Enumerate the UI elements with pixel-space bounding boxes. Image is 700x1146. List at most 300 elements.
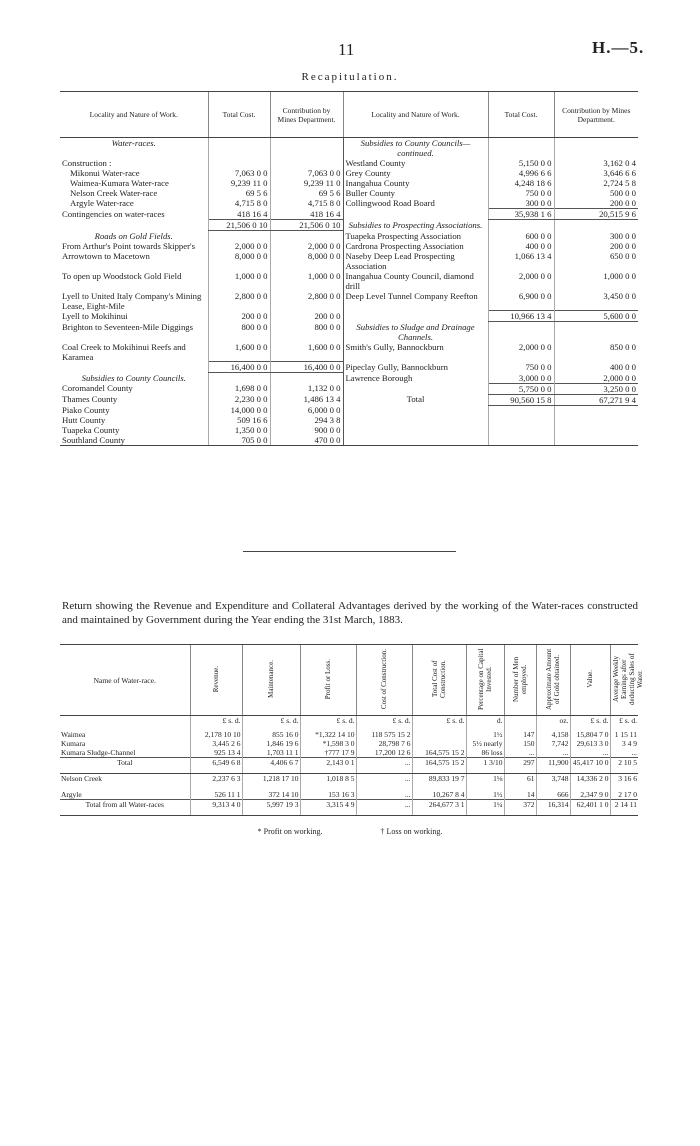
table-row bbox=[60, 188, 638, 198]
value-cell: 4,406 6 7 bbox=[242, 758, 300, 774]
value-cell: 16,314 bbox=[536, 799, 570, 815]
value-cell: 17,200 12 6 bbox=[356, 748, 412, 758]
water-race-name: Waimea bbox=[61, 730, 86, 739]
value-cell: ... bbox=[356, 799, 412, 815]
total-cost-cell: 2,000 0 0 bbox=[488, 342, 554, 362]
footnote-loss: † Loss on working. bbox=[380, 827, 443, 836]
water-race-name: Nelson Creek bbox=[61, 774, 103, 783]
row-label: Inangahua County bbox=[343, 178, 488, 188]
column-header-label: Number of Men employed. bbox=[512, 656, 528, 702]
water-race-name: Total from all Water-races bbox=[60, 799, 190, 815]
section-heading: Subsidies to Prospecting Associations. bbox=[343, 220, 488, 231]
total-cost-cell bbox=[208, 138, 270, 159]
value-cell: 9,313 4 0 bbox=[190, 799, 242, 815]
column-header bbox=[504, 645, 536, 716]
value-cell: 1 15 11 bbox=[610, 730, 638, 739]
contribution-cell: 67,271 9 4 bbox=[554, 394, 638, 405]
value-cell bbox=[412, 730, 466, 739]
value-cell: 15,804 7 0 bbox=[570, 730, 610, 739]
total-cost-cell: 21,506 0 10 bbox=[208, 220, 270, 231]
row-label: Arrowtown to Macetown bbox=[62, 250, 150, 261]
value-cell: 264,677 3 1 bbox=[412, 799, 466, 815]
contribution-cell bbox=[554, 435, 638, 446]
row-label: To open up Woodstock Gold Field bbox=[62, 270, 182, 281]
water-race-name: Kumara bbox=[61, 739, 86, 748]
contribution-cell: 200 0 0 bbox=[270, 311, 343, 322]
row-label bbox=[343, 311, 488, 322]
total-cost-cell bbox=[488, 138, 554, 159]
value-cell: 29,613 3 0 bbox=[570, 739, 610, 748]
total-cost-cell: 90,560 15 8 bbox=[488, 394, 554, 405]
row-label: Pipeclay Gully, Bannockburn bbox=[343, 362, 488, 373]
table-row bbox=[60, 394, 638, 405]
unit-cell: £ s. d. bbox=[412, 716, 466, 731]
contribution-cell: 2,000 0 0 bbox=[270, 241, 343, 251]
total-cost-cell: 705 0 0 bbox=[208, 435, 270, 446]
contribution-cell: 1,000 0 0 bbox=[270, 271, 343, 291]
value-cell: 1,846 19 6 bbox=[242, 739, 300, 748]
total-cost-cell: 1,698 0 0 bbox=[208, 383, 270, 394]
column-header-label: Total Cost of Construction. bbox=[431, 660, 447, 698]
table-row bbox=[60, 168, 638, 178]
value-cell: 61 bbox=[504, 774, 536, 790]
contribution-cell: 900 0 0 bbox=[270, 425, 343, 435]
col-total-cost-2: Total Cost. bbox=[488, 92, 554, 138]
total-cost-cell: 2,230 0 0 bbox=[208, 394, 270, 405]
footnote-profit: * Profit on working. bbox=[257, 827, 323, 836]
total-cost-cell bbox=[488, 415, 554, 425]
row-label bbox=[343, 383, 488, 394]
value-cell: 86 loss bbox=[466, 748, 504, 758]
value-cell: 1¼ bbox=[466, 799, 504, 815]
value-cell: 297 bbox=[504, 758, 536, 774]
value-cell: 10,267 8 4 bbox=[412, 790, 466, 800]
table-row bbox=[60, 271, 638, 291]
col-locality: Locality and Nature of Work. bbox=[60, 92, 208, 138]
water-race-body bbox=[60, 716, 638, 816]
value-cell: 28,798 7 6 bbox=[356, 739, 412, 748]
table-row bbox=[60, 383, 638, 394]
value-cell: ... bbox=[504, 748, 536, 758]
unit-cell: £ s. d. bbox=[300, 716, 356, 731]
row-label: Deep Level Tunnel Company Reefton bbox=[343, 291, 488, 311]
footnotes bbox=[0, 827, 700, 836]
contribution-cell: 300 0 0 bbox=[554, 231, 638, 241]
row-label: Nelson Creek Water-race bbox=[70, 188, 158, 198]
contribution-cell: 7,063 0 0 bbox=[270, 168, 343, 178]
total-cost-cell: 3,000 0 0 bbox=[488, 373, 554, 384]
value-cell: 6,549 6 8 bbox=[190, 758, 242, 774]
value-cell: 2,347 9 0 bbox=[570, 790, 610, 800]
value-cell: ... bbox=[356, 774, 412, 790]
recapitulation-title: Recapitulation. bbox=[301, 71, 399, 83]
table-row bbox=[60, 220, 638, 231]
column-header-label: Value. bbox=[586, 670, 594, 688]
table-row bbox=[60, 311, 638, 322]
contribution-cell bbox=[270, 373, 343, 384]
value-cell: 1,703 11 1 bbox=[242, 748, 300, 758]
contribution-cell: 9,239 11 0 bbox=[270, 178, 343, 188]
contribution-cell: 850 0 0 bbox=[554, 342, 638, 362]
value-cell: 2,143 0 1 bbox=[300, 758, 356, 774]
document-reference: H.—5. bbox=[592, 38, 645, 57]
column-header bbox=[570, 645, 610, 716]
row-label: Lyell to Mokihinui bbox=[62, 310, 128, 321]
total-cost-cell: 6,900 0 0 bbox=[488, 291, 554, 311]
column-header-label: Name of Water-race. bbox=[93, 675, 156, 685]
total-cost-cell: 7,063 0 0 bbox=[208, 168, 270, 178]
value-cell: 2 14 11 bbox=[610, 799, 638, 815]
water-race-name: Kumara Sludge-Channel bbox=[61, 748, 136, 757]
units-row bbox=[60, 716, 638, 731]
total-cost-cell: 2,000 0 0 bbox=[208, 241, 270, 251]
value-cell: 526 11 1 bbox=[190, 790, 242, 800]
column-header bbox=[190, 645, 242, 716]
total-cost-cell: 35,938 1 6 bbox=[488, 209, 554, 220]
total-cost-cell bbox=[208, 231, 270, 241]
row-label: Brighton to Seventeen-Mile Diggings bbox=[62, 321, 194, 332]
value-cell: 164,575 15 2 bbox=[412, 748, 466, 758]
total-cost-cell: 1,000 0 0 bbox=[208, 271, 270, 291]
water-race-name: Total bbox=[60, 758, 190, 774]
total-cost-cell: 300 0 0 bbox=[488, 198, 554, 209]
table-row bbox=[60, 739, 638, 748]
section-heading: Subsidies to Sludge and Drainage Channels. bbox=[343, 322, 488, 342]
table-row bbox=[60, 178, 638, 188]
value-cell: 153 16 3 bbox=[300, 790, 356, 800]
row-label: Lyell to United Italy Company's Mining Lease, Eight-Mile bbox=[62, 290, 202, 311]
total-cost-cell: 1,600 0 0 bbox=[208, 342, 270, 362]
contribution-cell: 21,506 0 10 bbox=[270, 220, 343, 231]
contribution-cell bbox=[270, 158, 343, 168]
column-header-label: Maintenance. bbox=[267, 660, 275, 698]
total-cost-cell: 8,000 0 0 bbox=[208, 251, 270, 271]
contribution-cell: 5,600 0 0 bbox=[554, 311, 638, 322]
value-cell: 925 13 4 bbox=[190, 748, 242, 758]
contribution-cell: 418 16 4 bbox=[270, 209, 343, 220]
col-contribution: Contribution by Mines Department. bbox=[270, 92, 343, 138]
value-cell: 3,315 4 9 bbox=[300, 799, 356, 815]
value-cell: 1,018 8 5 bbox=[300, 774, 356, 790]
total-cost-cell: 600 0 0 bbox=[488, 231, 554, 241]
total-cost-cell bbox=[488, 425, 554, 435]
contribution-cell bbox=[554, 415, 638, 425]
value-cell: 3,445 2 6 bbox=[190, 739, 242, 748]
row-label bbox=[60, 362, 208, 373]
row-label: Grey County bbox=[343, 168, 488, 178]
value-cell: 14,336 2 0 bbox=[570, 774, 610, 790]
value-cell: 147 bbox=[504, 730, 536, 739]
recapitulation-body bbox=[60, 138, 638, 446]
contribution-cell: 2,800 0 0 bbox=[270, 291, 343, 311]
total-cost-cell: 800 0 0 bbox=[208, 322, 270, 342]
section-heading: Roads on Gold Fields. bbox=[94, 230, 173, 241]
total-cost-cell: 2,800 0 0 bbox=[208, 291, 270, 311]
water-race-return-table bbox=[60, 644, 644, 816]
row-label: Argyle Water-race bbox=[70, 198, 134, 208]
total-cost-cell: 4,715 8 0 bbox=[208, 198, 270, 209]
section-divider bbox=[243, 551, 456, 552]
table-row bbox=[60, 373, 638, 384]
table-row bbox=[60, 322, 638, 342]
value-cell: 150 bbox=[504, 739, 536, 748]
row-label: From Arthur's Point towards Skipper's bbox=[62, 240, 195, 251]
value-cell: 5,997 19 3 bbox=[242, 799, 300, 815]
total-cost-cell: 4,248 18 6 bbox=[488, 178, 554, 188]
total-cost-cell bbox=[488, 322, 554, 342]
section-heading: Water-races. bbox=[111, 138, 156, 148]
column-header-label: Approximate Amount of Gold obtained. bbox=[545, 648, 561, 710]
contribution-cell: 2,724 5 8 bbox=[554, 178, 638, 188]
value-cell: 164,575 15 2 bbox=[412, 758, 466, 774]
column-header-label: Percentage on Capital Invested. bbox=[477, 648, 493, 710]
value-cell: 62,401 1 0 bbox=[570, 799, 610, 815]
value-cell bbox=[412, 739, 466, 748]
value-cell: 372 bbox=[504, 799, 536, 815]
total-cost-cell: 200 0 0 bbox=[208, 311, 270, 322]
table-row bbox=[60, 209, 638, 220]
contribution-cell: 3,250 0 0 bbox=[554, 383, 638, 394]
value-cell: 4,158 bbox=[536, 730, 570, 739]
unit-cell: d. bbox=[466, 716, 504, 731]
table-row bbox=[60, 730, 638, 739]
total-cost-cell bbox=[208, 158, 270, 168]
row-label: Collingwood Road Board bbox=[343, 198, 488, 209]
table-row bbox=[60, 241, 638, 251]
contribution-cell: 400 0 0 bbox=[554, 362, 638, 373]
value-cell: 855 16 0 bbox=[242, 730, 300, 739]
col-total-cost: Total Cost. bbox=[208, 92, 270, 138]
contribution-cell: 20,515 9 6 bbox=[554, 209, 638, 220]
row-label: Waimea-Kumara Water-race bbox=[70, 178, 169, 188]
row-label: Tuapeka County bbox=[62, 425, 120, 435]
table-row bbox=[60, 799, 638, 815]
contribution-cell: 1,486 13 4 bbox=[270, 394, 343, 405]
row-label: Naseby Deep Lead Prospecting Association bbox=[343, 251, 488, 271]
value-cell: 1 3/10 bbox=[466, 758, 504, 774]
contribution-cell: 200 0 0 bbox=[554, 198, 638, 209]
value-cell: 2,178 10 10 bbox=[190, 730, 242, 739]
total-cost-cell: 14,000 0 0 bbox=[208, 405, 270, 415]
value-cell: 3 16 6 bbox=[610, 774, 638, 790]
contribution-cell: 8,000 0 0 bbox=[270, 251, 343, 271]
row-label bbox=[60, 220, 208, 231]
section-heading: Subsidies to County Councils—continued. bbox=[343, 138, 488, 159]
value-cell: 2 10 5 bbox=[610, 758, 638, 774]
total-cost-cell: 750 0 0 bbox=[488, 362, 554, 373]
value-cell: *1,598 3 0 bbox=[300, 739, 356, 748]
total-cost-cell: 69 5 6 bbox=[208, 188, 270, 198]
value-cell: 118 575 15 2 bbox=[356, 730, 412, 739]
value-cell: ... bbox=[356, 758, 412, 774]
value-cell: 1,218 17 10 bbox=[242, 774, 300, 790]
contribution-cell bbox=[554, 405, 638, 415]
table-row bbox=[60, 231, 638, 241]
contribution-cell: 800 0 0 bbox=[270, 322, 343, 342]
value-cell: 45,417 10 0 bbox=[570, 758, 610, 774]
value-cell: †777 17 9 bbox=[300, 748, 356, 758]
row-label: Contingencies on water-races bbox=[62, 208, 165, 219]
water-race-name: Argyle bbox=[61, 789, 82, 799]
table-row bbox=[60, 758, 638, 774]
return-title: Return showing the Revenue and Expenditure and Collateral Advantages derived by the working of the Water-races constructed and maintained by Government during the Year ending the 31st March, 1883. bbox=[62, 600, 638, 626]
contribution-cell bbox=[270, 231, 343, 241]
column-header-label: Average Weekly Earnings after deducting Sales of Water. bbox=[611, 653, 644, 705]
contribution-cell: 470 0 0 bbox=[270, 435, 343, 446]
unit-cell bbox=[60, 716, 190, 731]
table-row bbox=[60, 198, 638, 209]
contribution-cell: 16,400 0 0 bbox=[270, 362, 343, 373]
total-cost-cell: 1,350 0 0 bbox=[208, 425, 270, 435]
value-cell: 666 bbox=[536, 790, 570, 800]
table-row bbox=[60, 291, 638, 311]
section-heading: Subsidies to County Councils. bbox=[81, 372, 186, 383]
unit-cell: oz. bbox=[536, 716, 570, 731]
total-cost-cell: 1,066 13 4 bbox=[488, 251, 554, 271]
contribution-cell bbox=[270, 138, 343, 159]
table-row bbox=[60, 415, 638, 425]
table-row bbox=[60, 362, 638, 373]
value-cell: 5½ nearly bbox=[466, 739, 504, 748]
total-cost-cell: 5,750 0 0 bbox=[488, 383, 554, 394]
row-label: Smith's Gully, Bannockburn bbox=[343, 342, 488, 362]
value-cell: ... bbox=[356, 790, 412, 800]
value-cell: 89,833 19 7 bbox=[412, 774, 466, 790]
total-cost-cell: 10,966 13 4 bbox=[488, 311, 554, 322]
table-row bbox=[60, 138, 638, 159]
row-label: Westland County bbox=[343, 158, 488, 168]
column-header bbox=[60, 645, 190, 716]
value-cell: 1⅛ bbox=[466, 774, 504, 790]
row-label: Thames County bbox=[62, 394, 118, 404]
column-header bbox=[466, 645, 504, 716]
column-header-label: Profit or Loss. bbox=[324, 658, 332, 700]
col-locality-2: Locality and Nature of Work. bbox=[343, 92, 488, 138]
row-label bbox=[343, 209, 488, 220]
table-row bbox=[60, 342, 638, 362]
value-cell: 14 bbox=[504, 790, 536, 800]
row-label: Cardrona Prospecting Association bbox=[343, 241, 488, 251]
table-row bbox=[60, 790, 638, 800]
contribution-cell: 294 3 8 bbox=[270, 415, 343, 425]
contribution-cell: 3,450 0 0 bbox=[554, 291, 638, 311]
value-cell: 2,237 6 3 bbox=[190, 774, 242, 790]
value-cell: ... bbox=[610, 748, 638, 758]
contribution-cell: 200 0 0 bbox=[554, 241, 638, 251]
value-cell: 3,748 bbox=[536, 774, 570, 790]
total-cost-cell bbox=[488, 405, 554, 415]
row-label: Piako County bbox=[62, 405, 110, 415]
row-label: Total bbox=[343, 394, 488, 405]
contribution-cell: 3,162 0 4 bbox=[554, 158, 638, 168]
contribution-cell bbox=[554, 138, 638, 159]
total-cost-cell bbox=[488, 220, 554, 231]
row-label: Inangahua County Council, diamond drill bbox=[343, 271, 488, 291]
unit-cell: £ s. d. bbox=[570, 716, 610, 731]
value-cell: 11,900 bbox=[536, 758, 570, 774]
total-cost-cell: 750 0 0 bbox=[488, 188, 554, 198]
column-header bbox=[536, 645, 570, 716]
recapitulation-table bbox=[60, 91, 638, 446]
contribution-cell bbox=[554, 322, 638, 342]
total-cost-cell bbox=[208, 373, 270, 384]
table-row bbox=[60, 774, 638, 790]
value-cell: 1½ bbox=[466, 790, 504, 800]
row-label: Lawrence Borough bbox=[343, 373, 488, 384]
contribution-cell: 3,646 6 6 bbox=[554, 168, 638, 178]
column-header bbox=[356, 645, 412, 716]
unit-cell: £ s. d. bbox=[242, 716, 300, 731]
column-header bbox=[300, 645, 356, 716]
total-cost-cell: 5,150 0 0 bbox=[488, 158, 554, 168]
total-cost-cell: 509 16 6 bbox=[208, 415, 270, 425]
contribution-cell: 1,132 0 0 bbox=[270, 383, 343, 394]
value-cell: *1,322 14 10 bbox=[300, 730, 356, 739]
table-row bbox=[60, 158, 638, 168]
row-label: Mikonui Water-race bbox=[70, 168, 140, 178]
column-header bbox=[610, 645, 644, 716]
value-cell: 3 4 9 bbox=[610, 739, 638, 748]
unit-cell: £ s. d. bbox=[610, 716, 638, 731]
contribution-cell: 4,715 8 0 bbox=[270, 198, 343, 209]
unit-cell: £ s. d. bbox=[190, 716, 242, 731]
total-cost-cell: 418 16 4 bbox=[208, 209, 270, 220]
row-label: Coromandel County bbox=[62, 383, 133, 393]
row-label: Hutt County bbox=[62, 415, 106, 425]
column-header bbox=[412, 645, 466, 716]
contribution-cell: 1,600 0 0 bbox=[270, 342, 343, 362]
table-row bbox=[60, 251, 638, 271]
column-header-label: Cost of Construction. bbox=[380, 648, 388, 710]
column-header-label: Revenue. bbox=[212, 665, 220, 693]
table-row bbox=[60, 405, 638, 415]
value-cell: ... bbox=[536, 748, 570, 758]
unit-cell bbox=[504, 716, 536, 731]
contribution-cell bbox=[554, 425, 638, 435]
row-label: Buller County bbox=[343, 188, 488, 198]
value-cell: 1½ bbox=[466, 730, 504, 739]
table-row bbox=[60, 748, 638, 758]
value-cell: 2 17 0 bbox=[610, 790, 638, 800]
page-number: 11 bbox=[338, 40, 355, 59]
contribution-cell: 500 0 0 bbox=[554, 188, 638, 198]
col-contribution-2: Contribution by Mines Department. bbox=[554, 92, 638, 138]
column-header bbox=[242, 645, 300, 716]
row-label: Coal Creek to Mokihinui Reefs and Karamea bbox=[62, 341, 186, 362]
contribution-cell: 1,000 0 0 bbox=[554, 271, 638, 291]
contribution-cell: 2,000 0 0 bbox=[554, 373, 638, 384]
contribution-cell: 69 5 6 bbox=[270, 188, 343, 198]
row-label: Construction : bbox=[62, 158, 112, 168]
water-race-header-row bbox=[60, 645, 638, 716]
contribution-cell: 650 0 0 bbox=[554, 251, 638, 271]
total-cost-cell: 9,239 11 0 bbox=[208, 178, 270, 188]
value-cell: 372 14 10 bbox=[242, 790, 300, 800]
row-label: Southland County bbox=[60, 435, 208, 446]
table-row bbox=[60, 435, 638, 446]
unit-cell: £ s. d. bbox=[356, 716, 412, 731]
contribution-cell: 6,000 0 0 bbox=[270, 405, 343, 415]
total-cost-cell bbox=[488, 435, 554, 446]
row-label: Tuapeka Prospecting Association bbox=[343, 231, 488, 241]
value-cell: 7,742 bbox=[536, 739, 570, 748]
table-row bbox=[60, 425, 638, 435]
total-cost-cell: 4,996 6 6 bbox=[488, 168, 554, 178]
total-cost-cell: 400 0 0 bbox=[488, 241, 554, 251]
contribution-cell bbox=[554, 220, 638, 231]
value-cell: ... bbox=[570, 748, 610, 758]
total-cost-cell: 16,400 0 0 bbox=[208, 362, 270, 373]
